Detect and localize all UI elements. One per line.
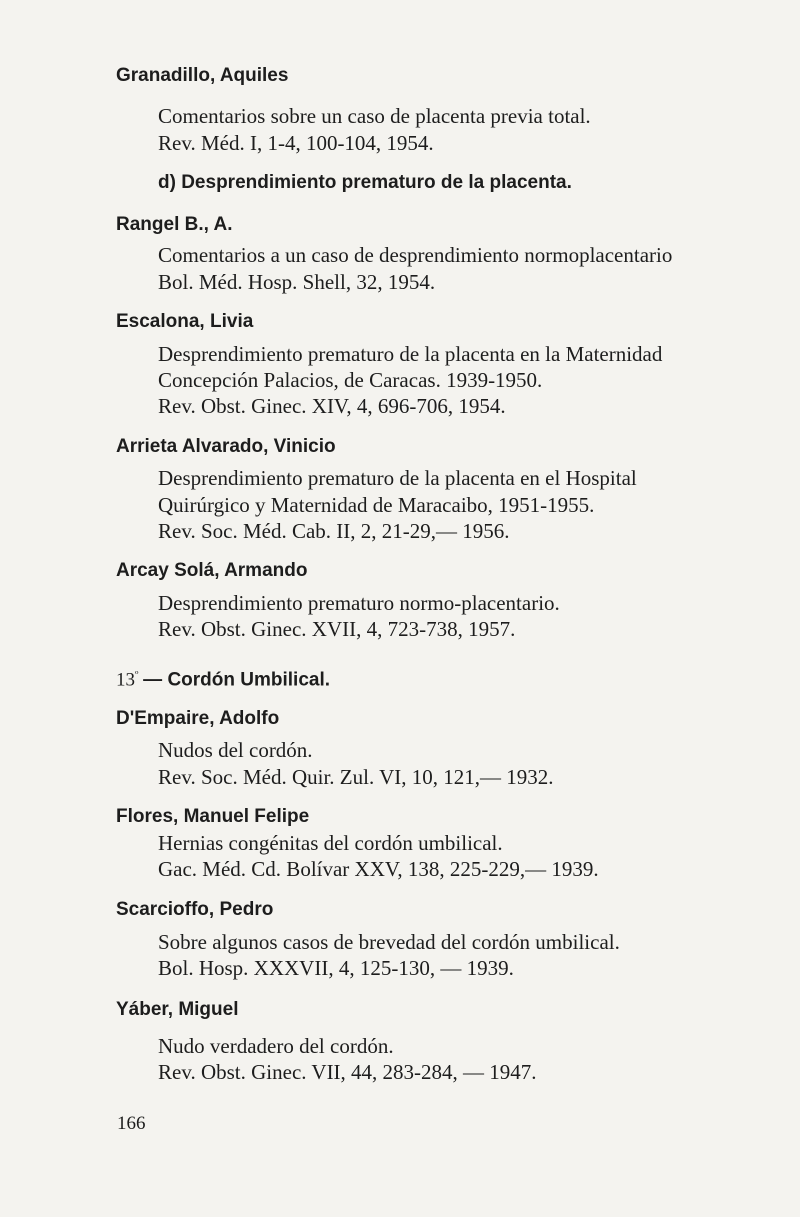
entry-citation: Gac. Méd. Cd. Bolívar XXV, 138, 225-229,— 1939. [158, 857, 599, 881]
entry-title: Comentarios a un caso de desprendimiento normoplacentario [158, 243, 673, 267]
entry-title: Comentarios sobre un caso de placenta previa total. [158, 104, 591, 128]
entry-citation: Rev. Soc. Méd. Quir. Zul. VI, 10, 121,— 1932. [158, 765, 554, 789]
entry-title: Hernias congénitas del cordón umbilical. [158, 831, 503, 855]
author-name: D'Empaire, Adolfo [116, 708, 280, 729]
entry-citation: Rev. Obst. Ginec. VII, 44, 283-284, — 1947. [158, 1060, 537, 1084]
entry-title: Desprendimiento prematuro normo-placentario. [158, 591, 560, 615]
author-name: Flores, Manuel Felipe [116, 806, 310, 827]
entry-citation: Bol. Méd. Hosp. Shell, 32, 1954. [158, 270, 436, 294]
entry-title-continued: Quirúrgico y Maternidad de Maracaibo, 1951-1955. [158, 493, 595, 517]
entry-title: Nudos del cordón. [158, 738, 313, 762]
entry-title: Desprendimiento prematuro de la placenta en la Maternidad [158, 342, 663, 366]
entry-title: Nudo verdadero del cordón. [158, 1034, 394, 1058]
author-name: Rangel B., A. [116, 214, 233, 235]
author-name: Arrieta Alvarado, Vinicio [116, 436, 336, 457]
ordinal-mark: º [135, 669, 139, 681]
author-name: Granadillo, Aquiles [116, 65, 289, 86]
entry-title: Sobre algunos casos de brevedad del cordón umbilical. [158, 930, 620, 954]
entry-citation: Bol. Hosp. XXXVII, 4, 125-130, — 1939. [158, 956, 514, 980]
section-number: 13 [116, 669, 135, 691]
subsection-heading: d) Desprendimiento prematuro de la placenta. [158, 172, 572, 193]
author-name: Yáber, Miguel [116, 999, 239, 1020]
entry-citation: Rev. Méd. I, 1-4, 100-104, 1954. [158, 131, 434, 155]
author-name: Arcay Solá, Armando [116, 560, 308, 581]
entry-citation: Rev. Obst. Ginec. XIV, 4, 696-706, 1954. [158, 394, 506, 418]
page-number: 166 [117, 1113, 146, 1134]
entry-title-continued: Concepción Palacios, de Caracas. 1939-1950. [158, 368, 543, 392]
entry-citation: Rev. Obst. Ginec. XVII, 4, 723-738, 1957. [158, 617, 516, 641]
section-heading [116, 670, 330, 689]
section-title: — Cordón Umbilical. [143, 669, 331, 691]
entry-title: Desprendimiento prematuro de la placenta en el Hospital [158, 466, 637, 490]
author-name: Escalona, Livia [116, 311, 254, 332]
author-name: Scarcioffo, Pedro [116, 899, 274, 920]
entry-citation: Rev. Soc. Méd. Cab. II, 2, 21-29,— 1956. [158, 519, 510, 543]
